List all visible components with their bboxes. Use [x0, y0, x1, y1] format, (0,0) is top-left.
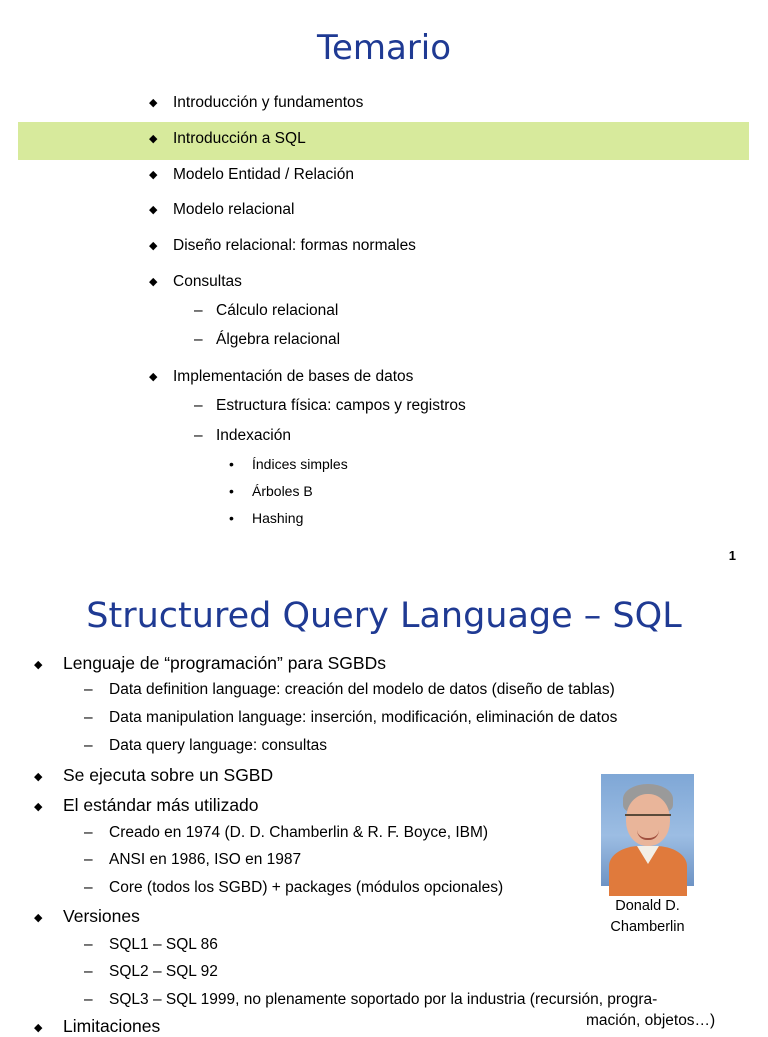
bullet-diamond-icon: ◆ — [149, 240, 158, 252]
list-item: Modelo relacional — [173, 201, 295, 218]
bullet-diamond-icon: ◆ — [149, 204, 158, 216]
list-item: Lenguaje de “programación” para SGBDs — [63, 653, 386, 673]
list-subitem: SQL2 – SQL 92 — [109, 963, 218, 980]
list-item: Implementación de bases de datos — [173, 368, 414, 385]
photo-caption — [590, 896, 705, 938]
list-subsubitem: Árboles B — [252, 483, 313, 499]
slide-sql — [0, 574, 768, 1036]
dash-marker: – — [194, 302, 203, 319]
list-item: Introducción y fundamentos — [173, 94, 364, 111]
dash-marker: – — [194, 397, 203, 414]
bullet-diamond-icon: ◆ — [149, 133, 158, 145]
list-subitem: Estructura física: campos y registros — [216, 397, 466, 414]
list-subitem: Data query language: consultas — [109, 737, 328, 754]
bullet-diamond-icon: ◆ — [34, 912, 43, 924]
highlight-bar — [18, 122, 749, 160]
dash-marker: – — [194, 427, 203, 444]
dash-marker: – — [84, 991, 93, 1008]
dash-marker: – — [84, 851, 93, 868]
bullet-diamond-icon: ◆ — [149, 276, 158, 288]
dash-marker: – — [194, 331, 203, 348]
dash-marker: – — [84, 824, 93, 841]
dash-marker: – — [84, 879, 93, 896]
list-subitem: SQL3 – SQL 1999, no plenamente soportado por la industria (recursión, progra- — [109, 991, 658, 1008]
list-subitem: Creado en 1974 (D. D. Chamberlin & R. F. Boyce, IBM) — [109, 824, 489, 841]
list-subitem: SQL1 – SQL 86 — [109, 936, 218, 953]
slide-title: Temario — [316, 28, 452, 68]
slide-title: Structured Query Language – SQL — [86, 596, 682, 636]
list-item: Se ejecuta sobre un SGBD — [63, 765, 274, 785]
list-item: El estándar más utilizado — [63, 795, 259, 815]
caption-line: Donald D. — [615, 898, 680, 914]
list-subitem: Álgebra relacional — [216, 331, 341, 348]
bullet-diamond-icon: ◆ — [149, 371, 158, 383]
list-subitem: Core (todos los SGBD) + packages (módulos opcionales) — [109, 879, 504, 896]
dash-marker: – — [84, 737, 93, 754]
dash-marker: – — [84, 963, 93, 980]
bullet-diamond-icon: ◆ — [34, 659, 43, 671]
list-subsubitem: Hashing — [252, 510, 304, 526]
dot-marker: • — [229, 483, 234, 499]
list-subsubitem: Índices simples — [252, 456, 348, 472]
dot-marker: • — [229, 510, 234, 526]
page-number: 1 — [728, 548, 736, 563]
list-subitem: Data manipulation language: inserción, modificación, eliminación de datos — [109, 709, 618, 726]
list-subitem: ANSI en 1986, ISO en 1987 — [109, 851, 302, 868]
dash-marker: – — [84, 709, 93, 726]
dash-marker: – — [84, 681, 93, 698]
list-item-current: Introducción a SQL — [173, 130, 306, 147]
list-subitem: Cálculo relacional — [216, 302, 339, 319]
list-subitem: Data definition language: creación del modelo de datos (diseño de tablas) — [109, 681, 615, 698]
list-item: Modelo Entidad / Relación — [173, 166, 354, 183]
chamberlin-photo — [601, 774, 694, 886]
list-subitem: Indexación — [216, 427, 291, 444]
list-item: Diseño relacional: formas normales — [173, 237, 416, 254]
bullet-diamond-icon: ◆ — [34, 1022, 43, 1034]
bullet-diamond-icon: ◆ — [149, 169, 158, 181]
list-item: Consultas — [173, 273, 242, 290]
caption-line: Chamberlin — [610, 919, 685, 935]
bullet-diamond-icon: ◆ — [149, 97, 158, 109]
dot-marker: • — [229, 456, 234, 472]
list-item: Versiones — [63, 906, 140, 926]
list-subitem-continuation: mación, objetos…) — [586, 1012, 716, 1029]
dash-marker: – — [84, 936, 93, 953]
bullet-diamond-icon: ◆ — [34, 771, 43, 783]
bullet-diamond-icon: ◆ — [34, 801, 43, 813]
list-item: Limitaciones — [63, 1016, 161, 1036]
